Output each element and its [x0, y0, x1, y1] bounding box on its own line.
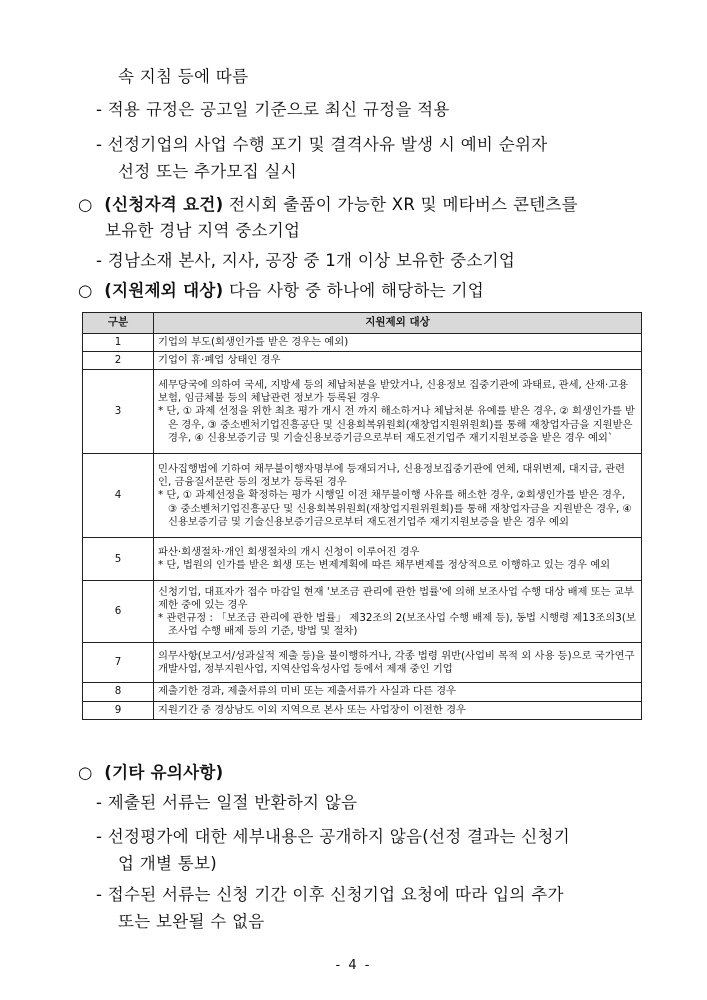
row-content [154, 701, 642, 719]
exclusion-line [78, 280, 484, 302]
row-text: 지원기간 중 경상남도 이외 지역으로 본사 또는 사업장이 이전한 경우 [158, 703, 466, 716]
row-content [154, 334, 642, 352]
row-content [154, 352, 642, 370]
table-row [83, 581, 642, 643]
row-number: 5 [83, 538, 154, 581]
row-number: 3 [83, 370, 154, 454]
other-sub-1: - 제출된 서류는 일절 반환하지 않음 [96, 793, 358, 812]
bullet-icon: ○ [78, 195, 93, 214]
row-text: 의무사항(보고서/성과실적 제출 등)을 불이행하거나, 각종 법령 위반(사업비 목적 외 사용 등)으로 국가연구개발사업, 정부지원사업, 지역산업육성사업 등에서 제재 중인 기업 [158, 649, 635, 675]
row-text: 세무당국에 의하여 국세, 지방세 등의 체납처분을 받았거나, 신용정보 집중기관에 과태료, 관세, 산재·고용보험, 임금체불 등의 체납관련 정보가 등록된 경우 [158, 378, 629, 405]
other-sub-3-cont: 또는 보완될 수 없음 [118, 912, 265, 931]
exclusion-heading: (지원제외 대상) [104, 281, 224, 300]
eligibility-text-cont: 보유한 경남 지역 중소기업 [105, 221, 301, 240]
row-number: 1 [83, 334, 154, 352]
table-body [83, 334, 642, 720]
page-number: - 4 - [335, 958, 372, 973]
forfeit-line-cont: 선정 또는 추가모집 실시 [118, 162, 298, 181]
row-text: 민사집행법에 기하여 채무불이행자명부에 등재되거나, 신용정보집중기관에 연체, 대위변제, 대지급, 관련인, 금융질서문란 등의 정보가 등록된 경우 [158, 462, 625, 489]
eligibility-sub: - 경남소재 본사, 지사, 공장 중 1개 이상 보유한 중소기업 [96, 251, 516, 270]
row-content [154, 683, 642, 701]
other-sub-2: - 선정평가에 대한 세부내용은 공개하지 않음(선정 결과는 신청기 [96, 827, 571, 846]
header-no: 구분 [83, 313, 154, 334]
table-row [83, 334, 642, 352]
table-row [83, 643, 642, 683]
eligibility-text: 전시회 출품이 가능한 XR 및 메타버스 콘텐츠를 [228, 195, 578, 214]
row-note: * 단, 법원의 인가를 받은 회생 또는 변제계획에 따른 채무변제를 정상적으로 이행하고 있는 경우 예외 [158, 559, 611, 572]
row-content [154, 581, 642, 643]
row-number: 8 [83, 683, 154, 701]
table-header-row [83, 313, 642, 334]
row-note: * 단, ① 과제선정을 확정하는 평가 시행일 이전 채무불이행 사유를 해소한 경우, ②회생인가를 받은 경우, ③ 중소벤처기업진흥공단 및 신용회복위원회(재창업지원위원회)를 통해 재창업자금을 지원받은 경우, ④ 신용보증기금 및 기술신용보증기금으로부터 재도전기업주 재기지원보증을 받은 경우 예외 [158, 489, 632, 528]
table-row [83, 683, 642, 701]
row-note: * 단, ① 과제 선정을 위한 최초 평가 개시 전 까지 해소하거나 체납처분 유예를 받은 경우, ② 회생인가를 받은 경우, ③ 중소벤처기업진흥공단 및 신용회복위원회(재창업지원위원회)를 통해 재창업자금을 지원받은 경우, ④ 신용보증기금 및 기술신용보증기금으로부터 재도전기업주 재기지원보증을 받은 경우 예외` [158, 405, 635, 444]
bullet-icon: ○ [78, 281, 93, 300]
exclusion-text: 다음 사항 중 하나에 해당하는 기업 [228, 281, 485, 300]
row-number: 9 [83, 701, 154, 719]
row-number: 2 [83, 352, 154, 370]
eligibility-heading: (신청자격 요건) [104, 195, 224, 214]
row-content [154, 454, 642, 538]
row-number: 6 [83, 581, 154, 643]
row-text: 제출기한 경과, 제출서류의 미비 또는 제출서류가 사실과 다른 경우 [158, 685, 457, 698]
row-content [154, 643, 642, 683]
table-row [83, 538, 642, 581]
row-text: 파산·회생절차·개인 회생절차의 개시 신청이 이루어진 경우 [158, 546, 420, 559]
row-content [154, 370, 642, 454]
table-row [83, 352, 642, 370]
row-text: 신청기업, 대표자가 접수 마감일 현재 '보조금 관리에 관한 법률'에 의해 보조사업 수행 대상 배제 또는 교부 제한 중에 있는 경우 [158, 585, 634, 611]
row-number: 4 [83, 454, 154, 538]
row-text: 기업의 부도(회생인가를 받은 경우는 예외) [158, 336, 349, 348]
other-sub-3: - 접수된 서류는 신청 기간 이후 신청기업 요청에 따라 입의 추가 [96, 885, 564, 904]
table-row [83, 370, 642, 454]
eligibility-line [78, 194, 578, 216]
other-line [78, 762, 223, 784]
row-text: 기업이 휴·폐업 상태인 경우 [158, 354, 281, 367]
continuation-line: 속 지침 등에 따름 [118, 67, 249, 86]
header-content: 지원제외 대상 [154, 313, 642, 334]
other-heading: (기타 유의사항) [104, 763, 224, 782]
exclusion-table [82, 312, 642, 720]
row-number: 7 [83, 643, 154, 683]
rule-line: - 적용 규정은 공고일 기준으로 최신 규정을 적용 [96, 100, 450, 119]
row-content [154, 538, 642, 581]
other-sub-2-cont: 업 개별 통보) [118, 854, 218, 873]
bullet-icon: ○ [78, 763, 93, 782]
table-row [83, 701, 642, 719]
table-row [83, 454, 642, 538]
row-note: * 관련규정 : 「보조금 관리에 관한 법률」 제32조의 2(보조사업 수행 배제 등), 동법 시행령 제13조의3(보조사업 수행 배제 등의 기준, 방법 및 절차) [158, 611, 636, 638]
forfeit-line: - 선정기업의 사업 수행 포기 및 결격사유 발생 시 예비 순위자 [96, 135, 548, 154]
